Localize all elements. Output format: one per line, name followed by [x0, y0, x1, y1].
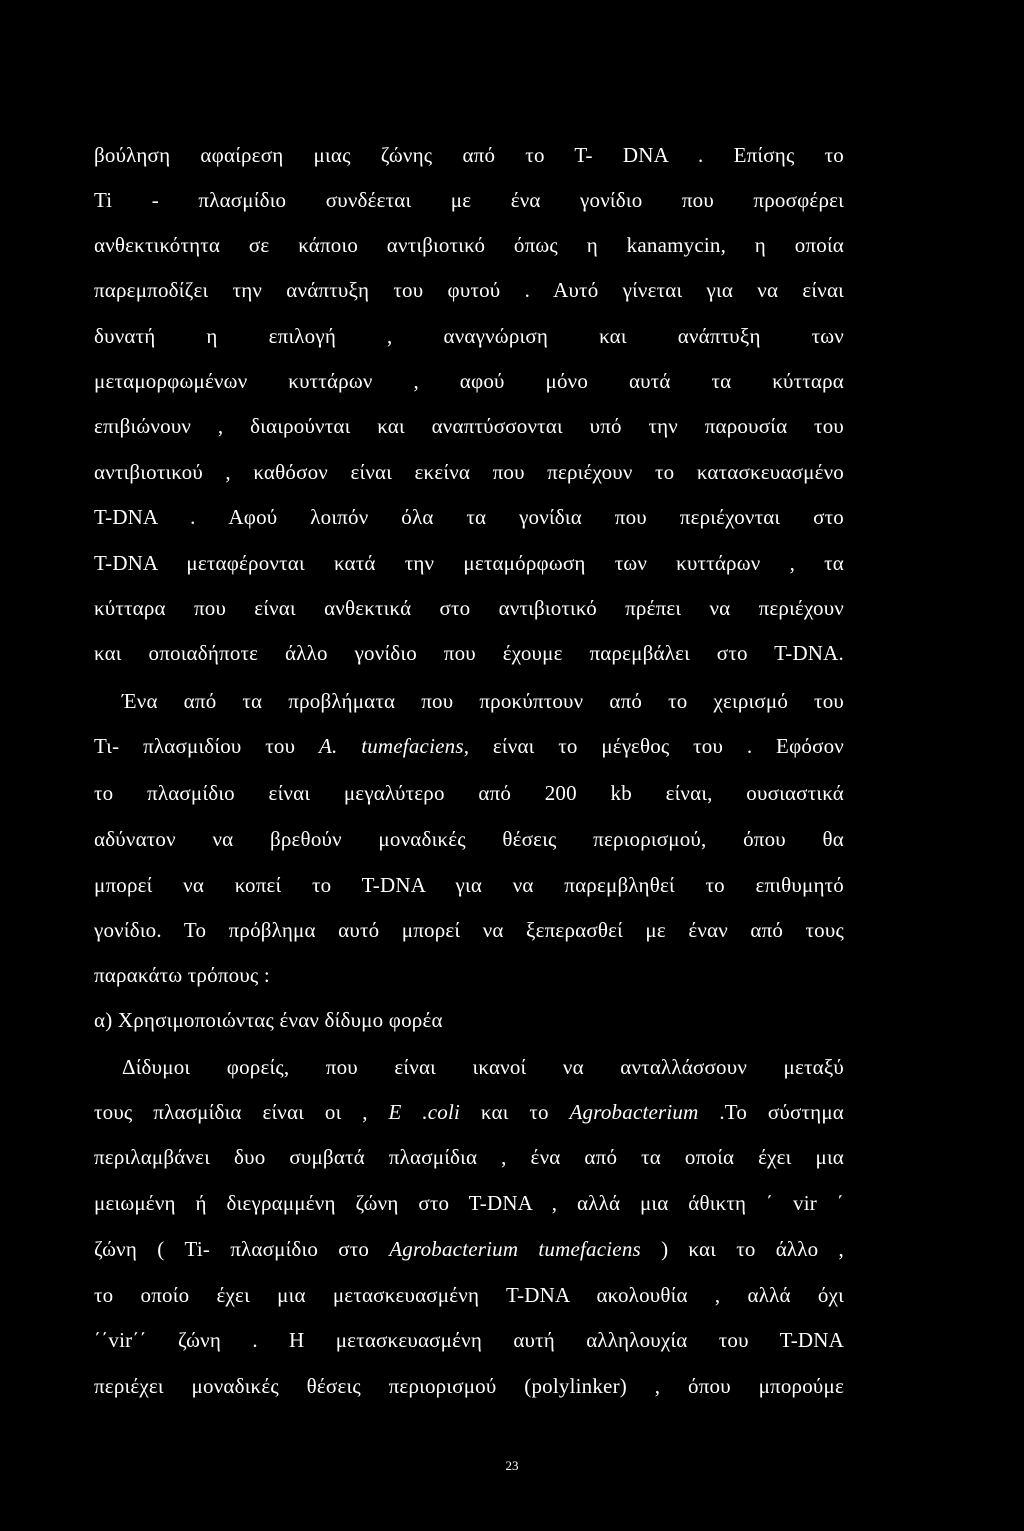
text-run: αδύνατον να βρεθούν μοναδικές θέσεις περιορισμού, όπου θα — [94, 827, 844, 851]
text-line — [94, 140, 844, 170]
text-line — [94, 457, 844, 487]
text-line — [94, 638, 844, 668]
text-line — [94, 366, 844, 396]
text-line — [94, 275, 844, 305]
text-run: μειωμένη ή διεγραμμένη ζώνη στο Τ-DNA , αλλά μια άθικτη ΄ vir ΄ — [94, 1191, 844, 1215]
species-name: Agrobacterium — [569, 1100, 699, 1124]
text-run: μπορεί να κοπεί το Τ-DNA για να παρεμβληθεί το επιθυμητό — [94, 873, 844, 897]
text-line — [94, 548, 844, 578]
species-name: E .coli — [388, 1100, 461, 1124]
text-run: βούληση αφαίρεση μιας ζώνης από το Τ- DNA . Επίσης το — [94, 143, 844, 167]
text-line — [94, 411, 844, 441]
text-run: ) και το άλλο , — [640, 1237, 844, 1261]
text-run: Ti - πλασμίδιο συνδέεται με ένα γονίδιο που προσφέρει — [94, 188, 844, 212]
text-run: το πλασμίδιο είναι μεγαλύτερο από 200 kb είναι, ουσιαστικά — [94, 781, 844, 805]
text-run: γονίδιο. Το πρόβλημα αυτό μπορεί να ξεπερασθεί με έναν από τους — [94, 918, 844, 942]
text-run: Δίδυμοι φορείς, που είναι ικανοί να ανταλλάσσουν μεταξύ — [122, 1055, 844, 1079]
text-line — [94, 1142, 844, 1172]
text-run: μεταμορφωμένων κυττάρων , αφού μόνο αυτά τα κύτταρα — [94, 369, 844, 393]
text-line — [94, 1188, 844, 1218]
text-run: και το — [460, 1100, 570, 1124]
text-line — [94, 915, 844, 945]
text-line — [94, 778, 844, 808]
text-line — [94, 1005, 844, 1035]
text-line — [94, 731, 844, 761]
text-run: ζώνη ( Ti- πλασμίδιο στο — [94, 1237, 390, 1261]
text-run: δυνατή η επιλογή , αναγνώριση και ανάπτυξη των — [94, 324, 844, 348]
text-line — [94, 185, 844, 215]
text-line — [94, 230, 844, 260]
text-run: και οποιαδήποτε άλλο γονίδιο που έχουμε παρεμβάλει στο Τ-DNA. — [94, 641, 844, 665]
text-run: περιέχει μοναδικές θέσεις περιορισμού (polylinker) , όπου μπορούμε — [94, 1374, 844, 1398]
text-run: το οποίο έχει μια μετασκευασμένη Τ-DNA ακολουθία , αλλά όχι — [94, 1283, 844, 1307]
text-run: Ένα από τα προβλήματα που προκύπτουν από το χειρισμό του — [122, 689, 844, 713]
text-line — [94, 824, 844, 854]
text-run: επιβιώνουν , διαιρούνται και αναπτύσσονται υπό την παρουσία του — [94, 414, 844, 438]
text-run: περιλαμβάνει δυο συμβατά πλασμίδια , ένα από τα οποία έχει μια — [94, 1145, 844, 1169]
text-line — [122, 686, 844, 716]
text-line — [94, 321, 844, 351]
text-run: α) Χρησιμοποιώντας έναν δίδυμο φορέα — [94, 1008, 443, 1032]
text-run: είναι το μέγεθος του . Εφόσον — [469, 734, 845, 758]
text-run: Τ-DNA μεταφέρονται κατά την μεταμόρφωση των κυττάρων , τα — [94, 551, 844, 575]
text-run: παρεμποδίζει την ανάπτυξη του φυτού . Αυτό γίνεται για να είναι — [94, 278, 844, 302]
text-run: κύτταρα που είναι ανθεκτικά στο αντιβιοτικό πρέπει να περιέχουν — [94, 596, 844, 620]
text-run: ΄΄vir΄΄ ζώνη . Η μετασκευασμένη αυτή αλληλουχία του Τ-DNA — [94, 1328, 844, 1352]
text-run: .Το σύστημα — [698, 1100, 844, 1124]
text-line — [94, 593, 844, 623]
text-line — [94, 960, 844, 990]
text-run: παρακάτω τρόπους : — [94, 963, 270, 987]
species-name: Agrobacterium tumefaciens — [389, 1237, 641, 1261]
text-run: τους πλασμίδια είναι οι , — [94, 1100, 389, 1124]
text-line — [94, 1097, 844, 1127]
text-line — [94, 870, 844, 900]
text-run: Τι- πλασμιδίου του — [94, 734, 319, 758]
text-line — [94, 1371, 844, 1401]
text-line — [94, 1325, 844, 1355]
text-run: ανθεκτικότητα σε κάποιο αντιβιοτικό όπως η kanamycin, η οποία — [94, 233, 844, 257]
page-number: 23 — [505, 1458, 519, 1473]
text-run: αντιβιοτικού , καθόσον είναι εκείνα που περιέχουν το κατασκευασμένο — [94, 460, 844, 484]
text-line — [94, 1234, 844, 1264]
species-name: A. tumefaciens, — [318, 734, 470, 758]
text-line — [122, 1052, 844, 1082]
text-run: Τ-DNA . Αφού λοιπόν όλα τα γονίδια που περιέχονται στο — [94, 505, 844, 529]
text-line — [94, 1280, 844, 1310]
text-line — [94, 502, 844, 532]
